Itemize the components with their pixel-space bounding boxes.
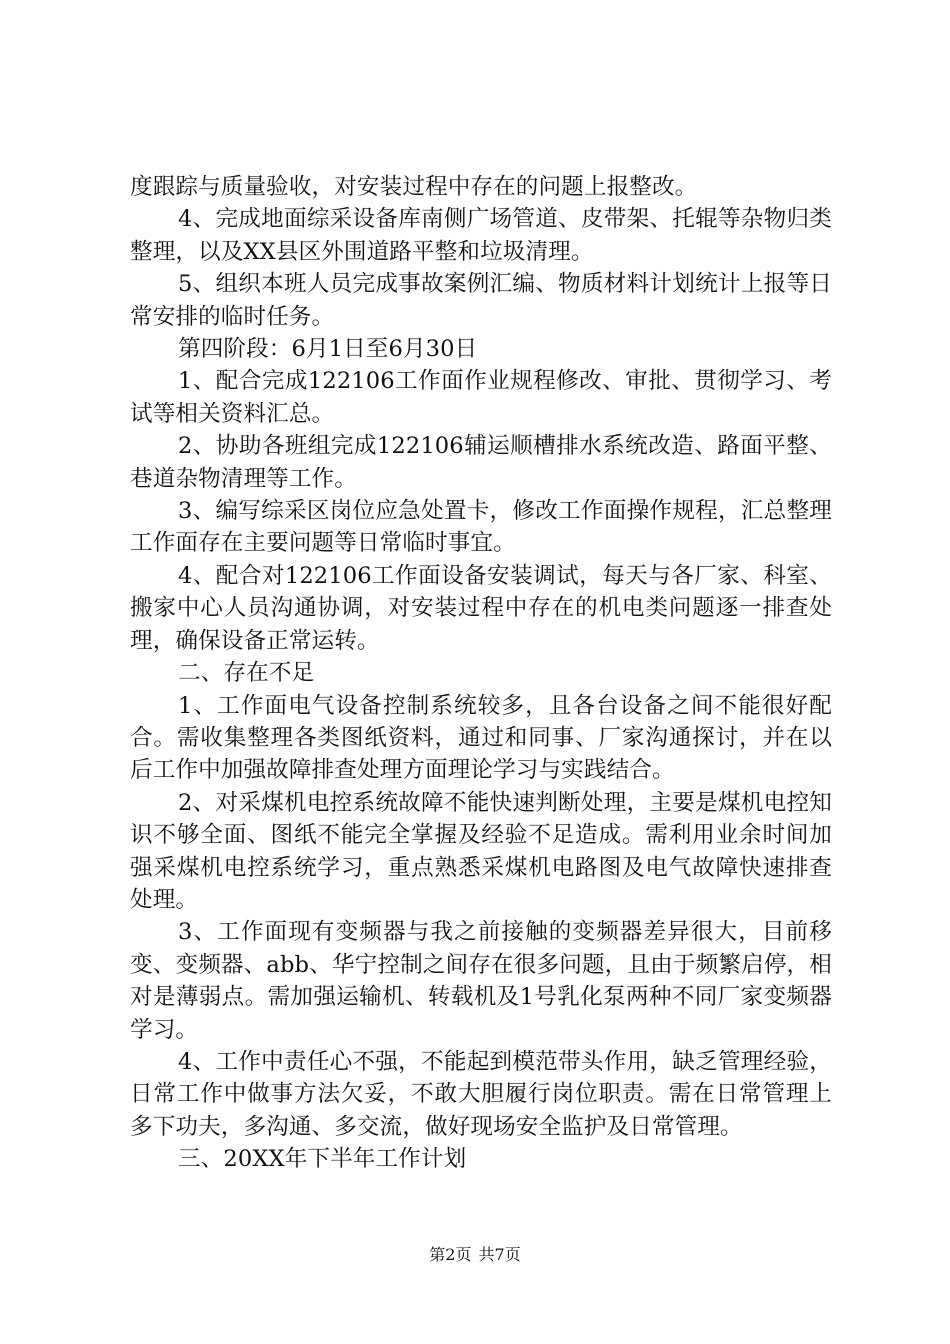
page-total: 共7页 <box>478 1245 521 1264</box>
paragraph-7: 3、编写综采区岗位应急处置卡，修改工作面操作规程，汇总整理工作面存在主要问题等日常临时事宜。 <box>130 498 832 557</box>
paragraph-13: 4、工作中责任心不强，不能起到模范带头作用，缺乏管理经验，日常工作中做事方法欠妥，不敢大胆履行岗位职责。需在日常管理上多下功夫，多沟通、多交流，做好现场安全监护及日常管理。 <box>130 1048 832 1140</box>
paragraph-8: 4、配合对122106工作面设备安装调试，每天与各厂家、科室、搬家中心人员沟通协调，对安装过程中存在的机电类问题逐一排查处理，确保设备正常运转。 <box>130 562 832 654</box>
paragraph-6: 2、协助各班组完成122106辅运顺槽排水系统改造、路面平整、巷道杂物清理等工作。 <box>130 433 832 492</box>
paragraph-10: 1、工作面电气设备控制系统较多，且各台设备之间不能很好配合。需收集整理各类图纸资料，通过和同事、厂家沟通探讨，并在以后工作中加强故障排查处理方面理论学习与实践结合。 <box>130 692 832 784</box>
section-heading-shortcomings: 二、存在不足 <box>178 660 315 687</box>
section-heading-stage-four: 第四阶段：6月1日至6月30日 <box>178 336 478 363</box>
page-footer <box>0 1245 950 1265</box>
paragraph-3: 5、组织本班人员完成事故案例汇编、物质材料计划统计上报等日常安排的临时任务。 <box>130 271 832 330</box>
paragraph-5: 1、配合完成122106工作面作业规程修改、审批、贯彻学习、考试等相关资料汇总。 <box>130 368 832 427</box>
section-heading-work-plan: 三、20XX年下半年工作计划 <box>178 1146 467 1173</box>
paragraph-2: 4、完成地面综采设备库南侧广场管道、皮带架、托辊等杂物归类整理，以及XX县区外围道路平整和垃圾清理。 <box>130 206 832 265</box>
paragraph-1: 度跟踪与质量验收，对安装过程中存在的问题上报整改。 <box>130 174 698 200</box>
page-number: 第2页 <box>429 1245 472 1264</box>
document-body <box>130 171 832 1176</box>
paragraph-12: 3、工作面现有变频器与我之前接触的变频器差异很大，目前移变、变频器、abb、华宁控制之间存在很多问题，且由于频繁启停，相对是薄弱点。需加强运输机、转载机及1号乳化泵两种不同厂家变频器学习。 <box>130 919 832 1043</box>
paragraph-11: 2、对采煤机电控系统故障不能快速判断处理，主要是煤机电控知识不够全面、图纸不能完全掌握及经验不足造成。需利用业余时间加强采煤机电控系统学习，重点熟悉采煤机电路图及电气故障快速排查处理。 <box>130 789 832 913</box>
